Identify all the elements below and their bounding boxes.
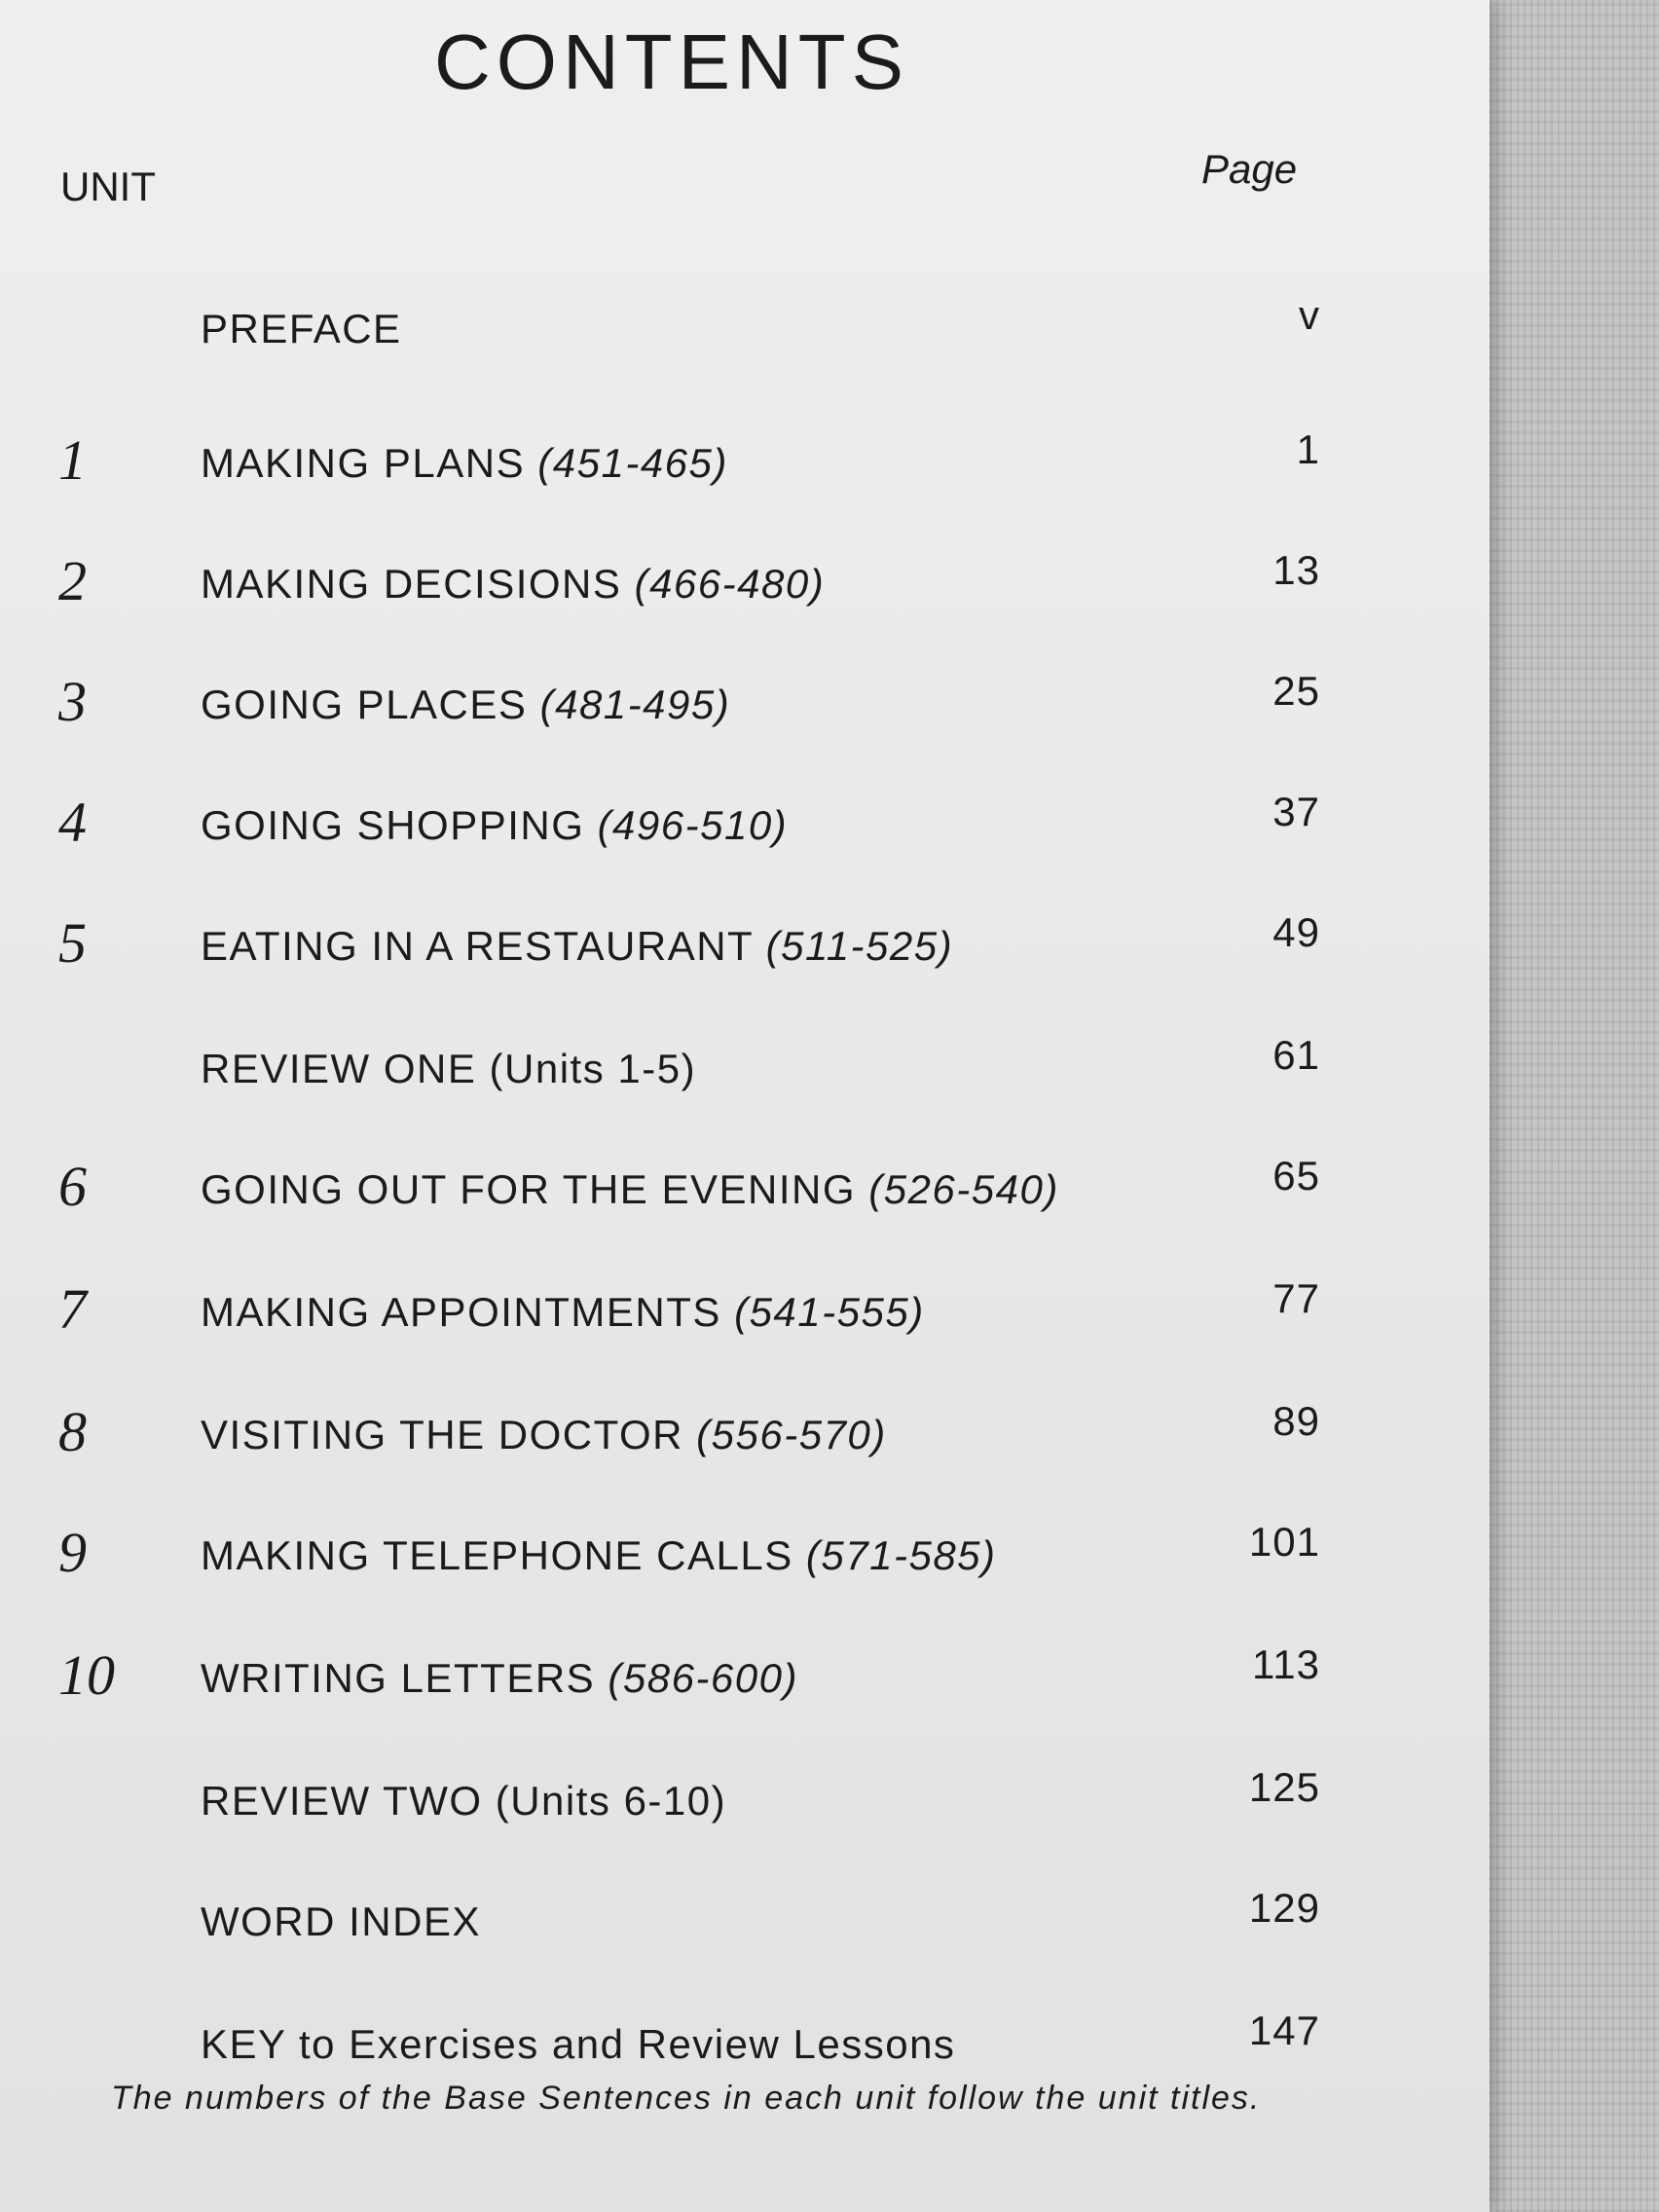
page-number: 129 (1248, 1885, 1320, 1931)
page-column-header: Page (1201, 146, 1298, 192)
unit-number: 4 (58, 791, 87, 854)
base-sentence-range: (526-540) (868, 1166, 1059, 1212)
entry-title-text: REVIEW TWO (Units 6-10) (201, 1778, 727, 1824)
unit-number: 9 (58, 1521, 87, 1584)
entry-title (201, 2015, 955, 2074)
base-sentence-range: (586-600) (608, 1655, 798, 1701)
entry-title-text: KEY to Exercises and Review Lessons (201, 2021, 956, 2067)
base-sentence-range: (481-495) (539, 682, 731, 727)
base-sentence-range: (511-525) (765, 923, 954, 969)
background-surface (1490, 0, 1659, 2212)
base-sentence-range: (496-510) (597, 802, 789, 848)
toc-entry-preface (0, 292, 1490, 389)
entry-title-text: GOING OUT FOR THE EVENING (201, 1166, 857, 1212)
page-number: 113 (1252, 1641, 1320, 1687)
entry-title (201, 434, 728, 493)
page-number: 101 (1248, 1519, 1320, 1565)
entry-title-text: MAKING TELEPHONE CALLS (201, 1532, 793, 1578)
entry-title (201, 1649, 798, 1708)
entry-title-text: GOING PLACES (201, 682, 528, 727)
unit-number: 8 (58, 1400, 87, 1463)
toc-entry-word-index (0, 1885, 1490, 1982)
base-sentence-range: (556-570) (696, 1412, 887, 1457)
entry-title (201, 1161, 1059, 1219)
page-number: 1 (1296, 426, 1320, 472)
toc-entry-unit-5 (0, 909, 1490, 1007)
toc-entry-unit-7 (0, 1275, 1490, 1373)
page-number: 89 (1272, 1398, 1320, 1444)
entry-title (201, 1527, 997, 1585)
page-number: 125 (1248, 1764, 1320, 1810)
toc-entry-unit-4 (0, 789, 1490, 886)
page-number: 65 (1272, 1153, 1320, 1198)
unit-number: 1 (58, 428, 87, 492)
entry-title-text: MAKING APPOINTMENTS (201, 1289, 721, 1335)
entry-title (201, 676, 730, 734)
base-sentence-range: (466-480) (634, 561, 826, 607)
unit-number: 5 (58, 911, 87, 975)
entry-title-text: VISITING THE DOCTOR (201, 1412, 683, 1457)
toc-entry-unit-2 (0, 547, 1490, 645)
toc-entry-unit-1 (0, 426, 1490, 524)
entry-title-text: PREFACE (201, 306, 402, 351)
unit-number: 10 (58, 1643, 115, 1707)
entry-title-text: REVIEW ONE (Units 1-5) (201, 1046, 697, 1091)
toc-entry-unit-9 (0, 1519, 1490, 1616)
page-title: CONTENTS (434, 18, 909, 105)
entry-title-text: WORD INDEX (201, 1899, 481, 1944)
entry-title-text: WRITING LETTERS (201, 1655, 596, 1701)
entry-title (201, 300, 402, 358)
entry-title-text: GOING SHOPPING (201, 802, 585, 848)
page-number: 147 (1248, 2008, 1320, 2053)
toc-entry-unit-10 (0, 1641, 1490, 1739)
page-number: 49 (1272, 909, 1320, 955)
entry-title (201, 1040, 696, 1098)
entry-title (201, 1772, 726, 1830)
base-sentence-range: (541-555) (734, 1289, 925, 1335)
unit-number: 6 (58, 1155, 87, 1218)
entry-title (201, 555, 825, 613)
entry-title-text: MAKING DECISIONS (201, 561, 622, 607)
base-sentence-range: (451-465) (537, 440, 728, 486)
entry-title (201, 1283, 925, 1342)
entry-title (201, 796, 788, 855)
unit-column-header: UNIT (60, 164, 156, 209)
unit-number: 3 (58, 670, 87, 733)
entry-title-text: MAKING PLANS (201, 440, 526, 486)
toc-entry-unit-3 (0, 668, 1490, 765)
page-number: 61 (1272, 1032, 1320, 1078)
page-number: 77 (1272, 1275, 1320, 1321)
toc-entry-review-two (0, 1764, 1490, 1862)
unit-number: 2 (58, 549, 87, 612)
entry-title (201, 1406, 887, 1464)
page-number: v (1299, 292, 1320, 338)
footnote: The numbers of the Base Sentences in each unit follow the unit titles. (111, 2080, 1262, 2117)
entry-title (201, 917, 953, 976)
toc-entry-unit-8 (0, 1398, 1490, 1495)
toc-entry-review-one (0, 1032, 1490, 1129)
page-number: 37 (1272, 789, 1320, 834)
toc-entry-unit-6 (0, 1153, 1490, 1250)
unit-number: 7 (58, 1277, 87, 1341)
entry-title (201, 1893, 481, 1951)
page-number: 13 (1272, 547, 1320, 593)
entry-title-text: EATING IN A RESTAURANT (201, 923, 754, 969)
page-number: 25 (1272, 668, 1320, 714)
base-sentence-range: (571-585) (805, 1532, 997, 1578)
